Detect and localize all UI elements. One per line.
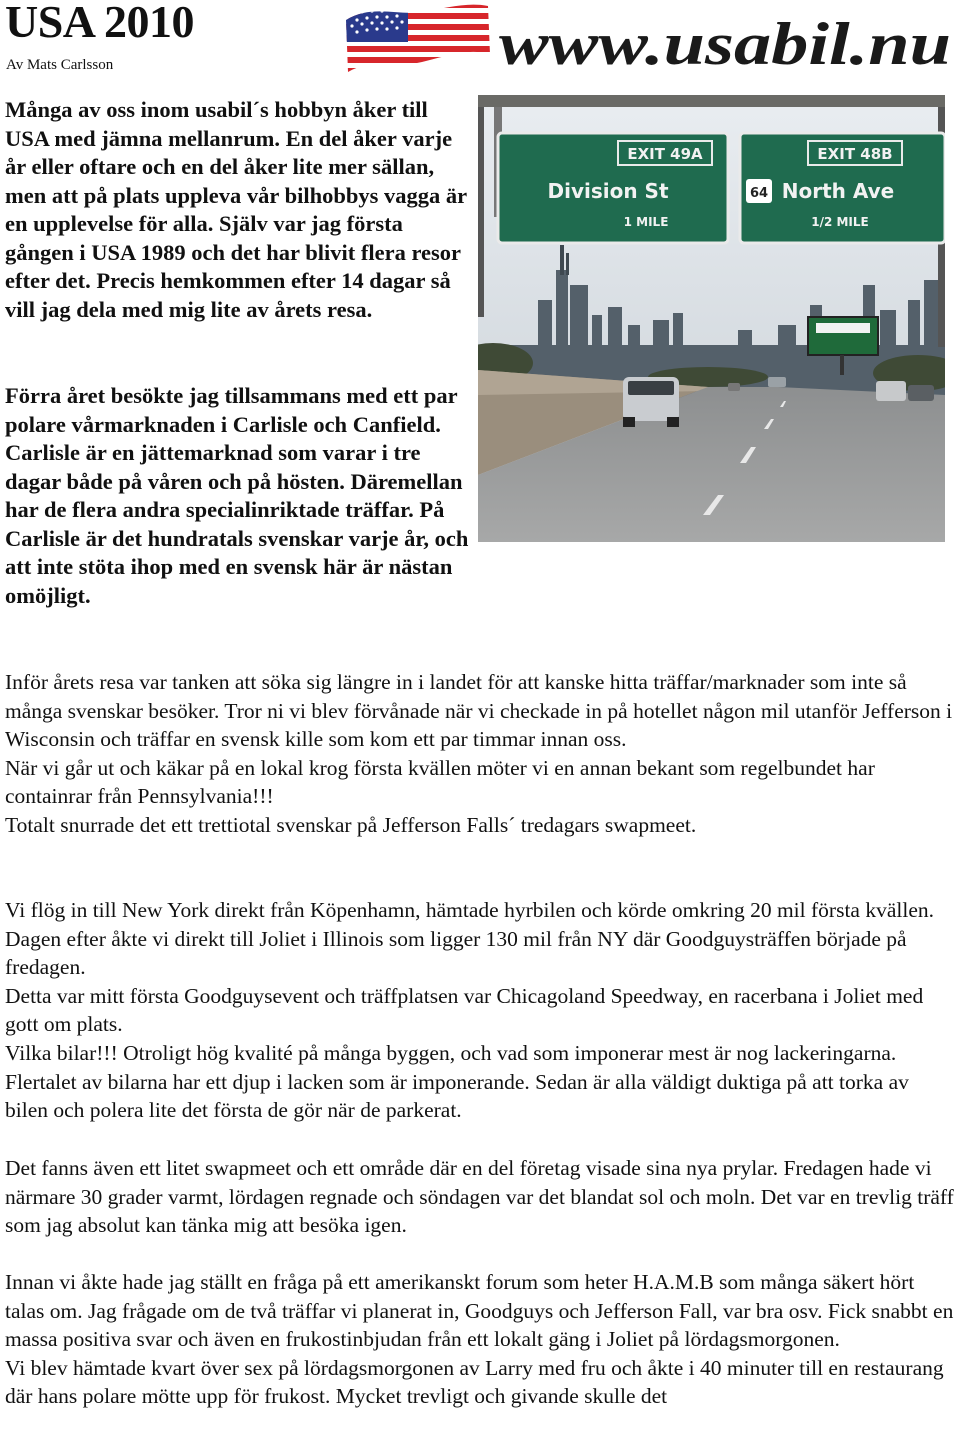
author-byline: Av Mats Carlsson (6, 57, 114, 73)
paragraph-swapmeet (5, 1154, 955, 1240)
sign-right-distance: 1/2 MILE (811, 215, 869, 229)
paragraph-line: Detta var mitt första Goodguysevent och träffplatsen var Chicagoland Speedway, en racerbana i Joliet med gott om plats. (5, 983, 924, 1037)
intro-paragraph-1: Många av oss inom usabil´s hobbyn åker till USA med jämna mellanrum. En del åker varje år eller oftare och en del åker lite mer sällan, men att på plats uppleva vår bilhobbys vagga är en upplevelse för alla. Själv var jag första gången i USA 1989 och det har blivit flera resor efter det. Precis hemkommen efter 14 dagar så vill jag dela med mig lite av årets resa. (5, 97, 467, 322)
paragraph-hamb (5, 1268, 955, 1411)
paragraph-jefferson (5, 668, 955, 840)
paragraph-line: Vi blev hämtade kvart över sex på lördagsmorgonen av Larry med fru och åkte i 40 minuter till en restaurang där hans polare mötte upp för frukost. Mycket trevligt och givande skulle det (5, 1355, 944, 1409)
page-title: USA 2010 (5, 0, 194, 47)
car-silver-suv (623, 377, 679, 427)
highway-photo (478, 95, 945, 542)
sign-right-name: North Ave (781, 179, 895, 203)
paragraph-line: Innan vi åkte hade jag ställt en fråga på ett amerikanskt forum som heter H.A.M.B som många säkert hört talas om. Jag frågade om de två träffar vi planerat in, Goodguys och Jefferson Fall, var bra osv. Fick snabbt en massa positiva svar och även en frukostinbjudan från ett lokalt gäng i Joliet på lördagsmorgonen. (5, 1270, 954, 1352)
highway-sign-north-ave (740, 133, 945, 243)
sign-left-exit: EXIT 49A (627, 145, 703, 163)
route-64-shield: 64 (749, 186, 769, 201)
intro-paragraph-2: Förra året besökte jag tillsammans med ett par polare vårmarknaden i Carlisle och Canfield. Carlisle är en jättemarknad som varar i tre dagar både på våren och på hösten. Däremellan har de flera andra specialinriktade träffar. På Carlisle är det hundratals svenskar varje år, och att inte stöta ihop med en svensk här är nästan omöjligt. (5, 383, 469, 608)
highway-sign-division-st (498, 133, 728, 243)
paragraph-line: Inför årets resa var tanken att söka sig längre in i landet för att kanske hitta träffar/marknader som inte så många svenskar besöker. Tror ni vi blev förvånade när vi checkade in på hotellet någon mil utanför Jefferson i Wisconsin och träffar en svensk kille som kom ett par timmar innan oss. (5, 670, 953, 752)
paragraph-line: När vi går ut och käkar på en lokal krog första kvällen möter vi en annan bekant som regelbundet har containrar från Pennsylvania!!! (5, 755, 875, 809)
sign-left-name: Division St (547, 179, 669, 203)
usa-flag-logo (342, 2, 492, 78)
sign-left-distance: 1 MILE (623, 215, 669, 229)
paragraph-line: Det fanns även ett litet swapmeet och ett område där en del företag visade sina nya prylar. Fredagen hade vi närmare 30 grader varmt, lördagen regnade och söndagen var det blandat sol och moln. Det var en trevlig träff som jag absolut kan tänka mig att besöka igen. (5, 1156, 954, 1238)
logo-url-text: www.usabil.nu (499, 11, 951, 77)
sign-right-exit: EXIT 48B (817, 145, 893, 163)
paragraph-line: Vi flög in till New York direkt från Köpenhamn, hämtade hyrbilen och körde omkring 20 mil första kvällen. Dagen efter åkte vi direkt till Joliet i Illinois som ligger 130 mil från NY där Goodguysträffen började på fredagen. (5, 898, 934, 980)
paragraph-goodguys (5, 896, 955, 1125)
paragraph-line: Vilka bilar!!! Otroligt hög kvalité på många byggen, och vad som imponerar mest är nog lackeringarna. Flertalet av bilarna har ett djup i lacken som är imponerande. Sedan är alla väldigt duktiga på att torka av bilen och polera lite det första de gör när de parkerat. (5, 1040, 909, 1123)
paragraph-line: Totalt snurrade det ett trettiotal svenskar på Jefferson Falls´ tredagars swapmeet. (5, 812, 697, 837)
usabil-logo (497, 8, 957, 78)
